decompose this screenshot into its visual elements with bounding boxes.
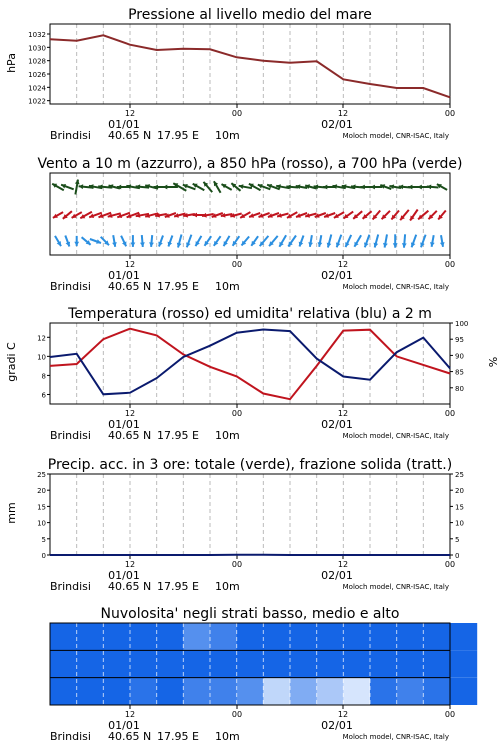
cloud-cell bbox=[77, 623, 104, 650]
station-lat: 40.65 N bbox=[108, 730, 152, 743]
x-tick-label: 00 bbox=[444, 710, 456, 719]
station-lon: 17.95 E bbox=[157, 280, 199, 293]
x-tick-label: 12 bbox=[124, 109, 136, 118]
cloud-cell bbox=[103, 650, 130, 677]
plot-frame bbox=[50, 474, 450, 555]
y-tick-label: 12 bbox=[37, 334, 46, 343]
x-tick-label: 00 bbox=[231, 260, 243, 269]
y-tick-label-right: 80 bbox=[455, 384, 464, 393]
station-elevation: 10m bbox=[215, 429, 240, 442]
wind-arrow-head bbox=[371, 185, 375, 190]
wind-arrow-head bbox=[402, 243, 407, 248]
cloud-cell bbox=[370, 650, 397, 677]
pressure-title: Pressione al livello medio del mare bbox=[128, 7, 372, 23]
cloud-cell bbox=[237, 650, 264, 677]
wind-arrow-head bbox=[360, 185, 364, 190]
station-name: Brindisi bbox=[50, 280, 91, 293]
cloud-cell bbox=[237, 623, 264, 650]
wind-arrow-head bbox=[140, 242, 145, 247]
station-name: Brindisi bbox=[50, 580, 91, 593]
x-tick-label: 00 bbox=[444, 409, 456, 418]
date-label: 02/01 bbox=[321, 719, 353, 732]
cloud-cell bbox=[130, 623, 157, 650]
humidity-ylabel: % bbox=[486, 356, 499, 368]
cloud-cell bbox=[157, 650, 184, 677]
cloud-cell bbox=[397, 623, 424, 650]
station-lat: 40.65 N bbox=[108, 280, 152, 293]
cloud-cell bbox=[343, 678, 370, 705]
cloud-cell bbox=[263, 650, 290, 677]
cloud-cell bbox=[157, 623, 184, 650]
model-credit: Moloch model, CNR-ISAC, Italy bbox=[342, 283, 449, 291]
date-label: 02/01 bbox=[321, 418, 353, 431]
panel-temperature bbox=[5, 306, 499, 382]
y-tick-label: 1032 bbox=[28, 31, 46, 39]
pressure-ylabel: hPa bbox=[5, 53, 18, 73]
date-label: 01/01 bbox=[108, 719, 140, 732]
cloud-cell bbox=[77, 678, 104, 705]
temperature-ylabel: gradi C bbox=[5, 342, 18, 382]
cloud-cell bbox=[263, 678, 290, 705]
date-label: 01/01 bbox=[108, 118, 140, 131]
station-elevation: 10m bbox=[215, 280, 240, 293]
x-tick-label: 00 bbox=[231, 710, 243, 719]
cloud-cell bbox=[210, 678, 237, 705]
station-elevation: 10m bbox=[215, 580, 240, 593]
station-elevation: 10m bbox=[215, 730, 240, 743]
cloud-cell bbox=[130, 678, 157, 705]
y-tick-label: 1022 bbox=[28, 97, 46, 106]
wind-arrow-head bbox=[74, 242, 79, 246]
cloud-cell bbox=[423, 678, 450, 705]
wind-arrow-head bbox=[427, 185, 432, 190]
wind-arrow-head bbox=[163, 185, 167, 190]
y-tick-label: 1030 bbox=[28, 44, 46, 53]
y-tick-label-right: 95 bbox=[455, 336, 464, 345]
x-tick-label: 00 bbox=[231, 409, 243, 418]
cloud-cell bbox=[423, 650, 450, 677]
wind-arrow-head bbox=[323, 185, 327, 190]
panel-frame-2 bbox=[50, 323, 455, 442]
y-tick-label-right: 85 bbox=[455, 368, 464, 377]
cloud-cell bbox=[290, 678, 317, 705]
cloud-cell bbox=[370, 678, 397, 705]
station-lat: 40.65 N bbox=[108, 580, 152, 593]
cloud-cell bbox=[77, 650, 104, 677]
y-tick-label: 1024 bbox=[28, 84, 46, 93]
model-credit: Moloch model, CNR-ISAC, Italy bbox=[342, 132, 449, 140]
cloud-cell bbox=[290, 650, 317, 677]
wind-arrow-head bbox=[408, 185, 412, 190]
cloud-cell bbox=[210, 623, 237, 650]
panel-wind bbox=[37, 156, 462, 172]
panel-frame-3 bbox=[50, 474, 455, 593]
y-tick-label-right: 20 bbox=[455, 487, 464, 496]
cloud-cell bbox=[450, 678, 477, 705]
y-tick-label: 1026 bbox=[28, 71, 46, 79]
cloud-cell bbox=[50, 623, 77, 650]
x-tick-label: 00 bbox=[231, 560, 243, 569]
y-tick-label-right: 90 bbox=[455, 352, 464, 361]
cloud-cell bbox=[103, 623, 130, 650]
temperature-line bbox=[50, 329, 450, 400]
cloud-cell bbox=[183, 678, 210, 705]
y-tick-label: 10 bbox=[37, 353, 46, 362]
cloud-cell bbox=[210, 650, 237, 677]
date-label: 02/01 bbox=[321, 569, 353, 582]
x-tick-label: 00 bbox=[444, 560, 456, 569]
station-name: Brindisi bbox=[50, 730, 91, 743]
cloud-cell bbox=[263, 623, 290, 650]
wind-title: Vento a 10 m (azzurro), a 850 hPa (rosso), a 700 hPa (verde) bbox=[37, 156, 463, 172]
cloud-cell bbox=[343, 623, 370, 650]
x-tick-label: 12 bbox=[337, 710, 349, 719]
panel-precip bbox=[5, 457, 452, 524]
y-tick-label: 15 bbox=[37, 503, 46, 512]
station-name: Brindisi bbox=[50, 429, 91, 442]
y-tick-label: 1028 bbox=[28, 57, 46, 66]
y-tick-label-right: 15 bbox=[455, 503, 464, 512]
cloud-cell bbox=[317, 650, 344, 677]
cloud-cell bbox=[397, 678, 424, 705]
cloud-cell bbox=[130, 650, 157, 677]
cloud-cell bbox=[183, 650, 210, 677]
date-label: 02/01 bbox=[321, 118, 353, 131]
cloud-cell bbox=[50, 650, 77, 677]
y-tick-label-right: 100 bbox=[455, 320, 469, 328]
y-tick-label-right: 25 bbox=[455, 471, 464, 479]
model-credit: Moloch model, CNR-ISAC, Italy bbox=[342, 583, 449, 591]
x-tick-label: 00 bbox=[444, 260, 456, 269]
cloud-cell bbox=[317, 678, 344, 705]
cloud-cell bbox=[183, 623, 210, 650]
y-tick-label: 0 bbox=[41, 552, 46, 560]
wind-arrow-head bbox=[149, 242, 154, 247]
y-tick-label-right: 5 bbox=[455, 535, 460, 544]
cloud-title: Nuvolosita' negli strati basso, medio e alto bbox=[100, 606, 400, 622]
y-tick-label-right: 0 bbox=[455, 552, 460, 560]
cloud-cell bbox=[423, 623, 450, 650]
wind-row-850-hPa bbox=[53, 210, 446, 221]
x-tick-label: 12 bbox=[337, 409, 349, 418]
cloud-cell bbox=[103, 678, 130, 705]
station-elevation: 10m bbox=[215, 129, 240, 142]
station-name: Brindisi bbox=[50, 129, 91, 142]
station-lon: 17.95 E bbox=[157, 429, 199, 442]
y-tick-label: 10 bbox=[37, 519, 46, 528]
wind-row-700-hPa bbox=[52, 180, 447, 195]
y-tick-label: 25 bbox=[37, 471, 46, 479]
cloud-cell bbox=[290, 623, 317, 650]
x-tick-label: 12 bbox=[124, 560, 136, 569]
cloud-cell bbox=[450, 623, 477, 650]
dynamic-layer bbox=[28, 24, 477, 743]
plot-frame bbox=[50, 323, 450, 404]
date-label: 01/01 bbox=[108, 269, 140, 282]
x-tick-label: 12 bbox=[337, 260, 349, 269]
model-credit: Moloch model, CNR-ISAC, Italy bbox=[342, 733, 449, 741]
date-label: 01/01 bbox=[108, 569, 140, 582]
cloud-cell bbox=[370, 623, 397, 650]
station-lat: 40.65 N bbox=[108, 129, 152, 142]
x-tick-label: 12 bbox=[337, 109, 349, 118]
wind-arrow-head bbox=[131, 243, 136, 247]
x-tick-label: 00 bbox=[444, 109, 456, 118]
wind-row-10-m bbox=[55, 234, 445, 247]
station-lon: 17.95 E bbox=[157, 580, 199, 593]
model-credit: Moloch model, CNR-ISAC, Italy bbox=[342, 432, 449, 440]
panel-cloud bbox=[101, 606, 400, 622]
cloud-cell bbox=[343, 650, 370, 677]
cloud-cell bbox=[450, 650, 477, 677]
temperature-title: Temperatura (rosso) ed umidita' relativa (blu) a 2 m bbox=[68, 306, 432, 322]
date-label: 02/01 bbox=[321, 269, 353, 282]
pressure-line bbox=[50, 35, 450, 97]
precip-title: Precip. acc. in 3 ore: totale (verde), frazione solida (tratt.) bbox=[47, 457, 453, 473]
station-lon: 17.95 E bbox=[157, 129, 199, 142]
x-tick-label: 00 bbox=[231, 109, 243, 118]
y-tick-label: 5 bbox=[41, 535, 46, 544]
wind-arrow-head bbox=[417, 185, 421, 190]
panel-frame-1 bbox=[50, 173, 455, 293]
cloud-cell bbox=[157, 678, 184, 705]
station-lat: 40.65 N bbox=[108, 429, 152, 442]
panel-frame-0 bbox=[50, 24, 455, 142]
x-tick-label: 12 bbox=[124, 409, 136, 418]
cloud-cell bbox=[317, 623, 344, 650]
x-tick-label: 12 bbox=[124, 260, 136, 269]
y-tick-label: 6 bbox=[41, 391, 46, 400]
y-tick-label: 20 bbox=[37, 487, 46, 496]
cloud-cell bbox=[397, 650, 424, 677]
y-tick-label: 8 bbox=[41, 372, 46, 381]
station-lon: 17.95 E bbox=[157, 730, 199, 743]
cloud-cell bbox=[50, 678, 77, 705]
wind-arrow-head bbox=[79, 184, 84, 189]
date-label: 01/01 bbox=[108, 418, 140, 431]
x-tick-label: 12 bbox=[124, 710, 136, 719]
x-tick-label: 12 bbox=[337, 560, 349, 569]
plot-frame bbox=[50, 24, 450, 104]
cloud-cell bbox=[237, 678, 264, 705]
y-tick-label-right: 10 bbox=[455, 519, 464, 528]
precip-ylabel: mm bbox=[5, 502, 18, 524]
